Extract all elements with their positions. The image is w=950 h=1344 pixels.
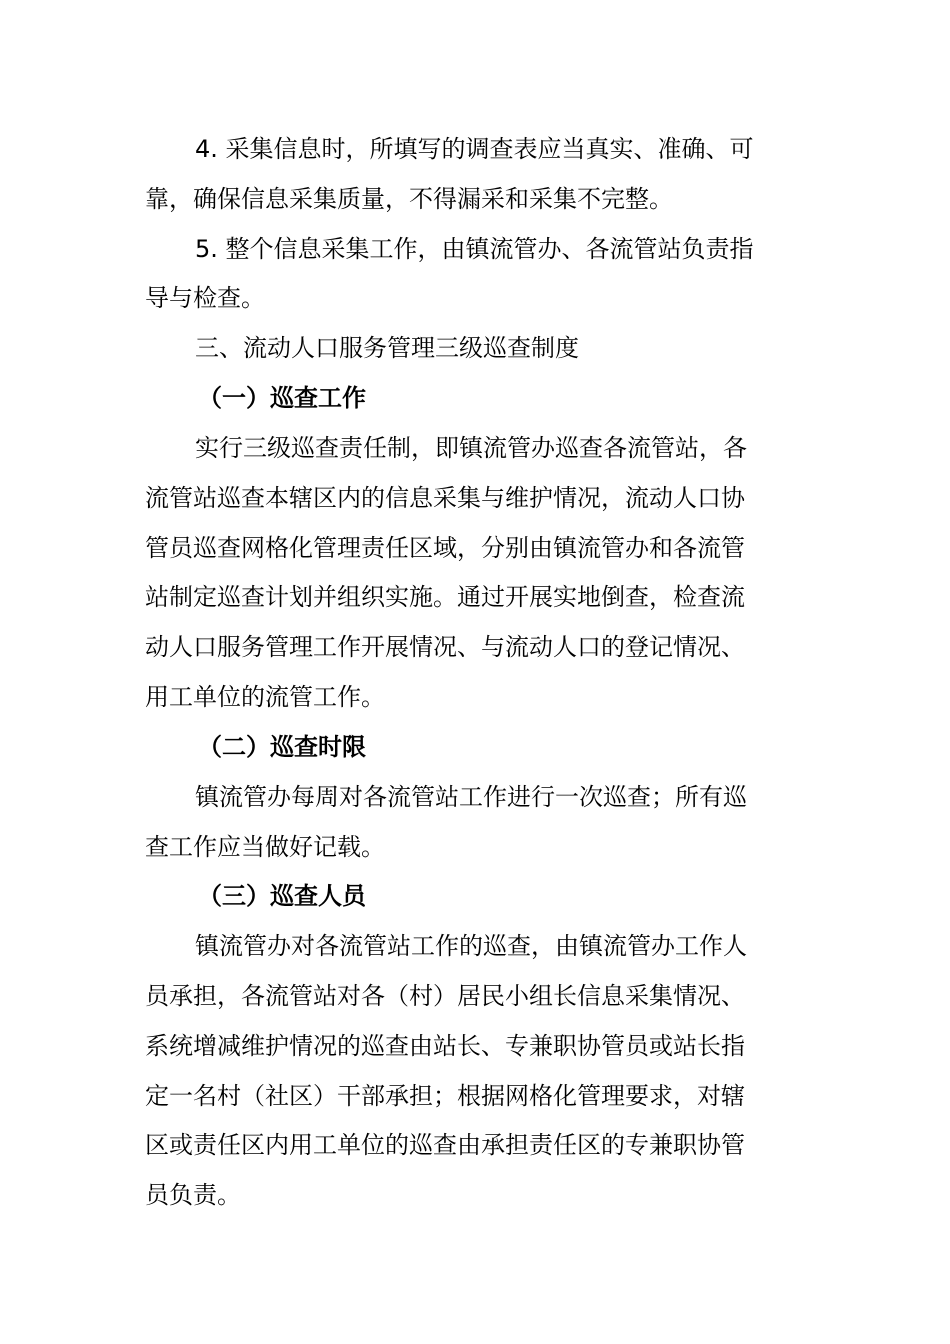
paragraph-personnel-line-6: 员负责。 — [145, 1181, 241, 1209]
paragraph-patrol-work-line-2: 流管站巡查本辖区内的信息采集与维护情况，流动人口协 — [145, 484, 745, 512]
subheading-patrol-time-limit: （二）巡查时限 — [198, 733, 366, 761]
paragraph-patrol-work-line-4: 站制定巡查计划并组织实施。通过开展实地倒查，检查流 — [145, 583, 745, 611]
subheading-patrol-personnel: （三）巡查人员 — [198, 882, 366, 910]
paragraph-personnel-line-4: 定一名村（社区）干部承担；根据网格化管理要求，对辖 — [145, 1082, 745, 1110]
paragraph-time-limit-line-2: 查工作应当做好记载。 — [145, 833, 385, 861]
paragraph-time-limit-line-1: 镇流管办每周对各流管站工作进行一次巡查；所有巡 — [195, 783, 747, 811]
paragraph-patrol-work-line-5: 动人口服务管理工作开展情况、与流动人口的登记情况、 — [145, 633, 745, 661]
paragraph-personnel-line-3: 系统增减维护情况的巡查由站长、专兼职协管员或站长指 — [145, 1032, 745, 1060]
paragraph-personnel-line-5: 区或责任区内用工单位的巡查由承担责任区的专兼职协管 — [145, 1131, 745, 1159]
section-heading-three: 三、流动人口服务管理三级巡查制度 — [195, 334, 579, 362]
paragraph-personnel-line-2: 员承担，各流管站对各（村）居民小组长信息采集情况、 — [145, 982, 745, 1010]
paragraph-item-5-line-2: 导与检查。 — [145, 284, 265, 312]
paragraph-patrol-work-line-6: 用工单位的流管工作。 — [145, 683, 385, 711]
subheading-patrol-work: （一）巡查工作 — [198, 384, 366, 412]
paragraph-item-4-line-2: 靠，确保信息采集质量，不得漏采和采集不完整。 — [145, 185, 673, 213]
paragraph-item-5-line-1: 5. 整个信息采集工作，由镇流管办、各流管站负责指 — [195, 235, 754, 263]
paragraph-item-4-line-1: 4. 采集信息时，所填写的调查表应当真实、准确、可 — [195, 135, 754, 163]
paragraph-personnel-line-1: 镇流管办对各流管站工作的巡查，由镇流管办工作人 — [195, 932, 747, 960]
paragraph-patrol-work-line-3: 管员巡查网格化管理责任区域，分别由镇流管办和各流管 — [145, 534, 745, 562]
paragraph-patrol-work-line-1: 实行三级巡查责任制，即镇流管办巡查各流管站，各 — [195, 434, 747, 462]
